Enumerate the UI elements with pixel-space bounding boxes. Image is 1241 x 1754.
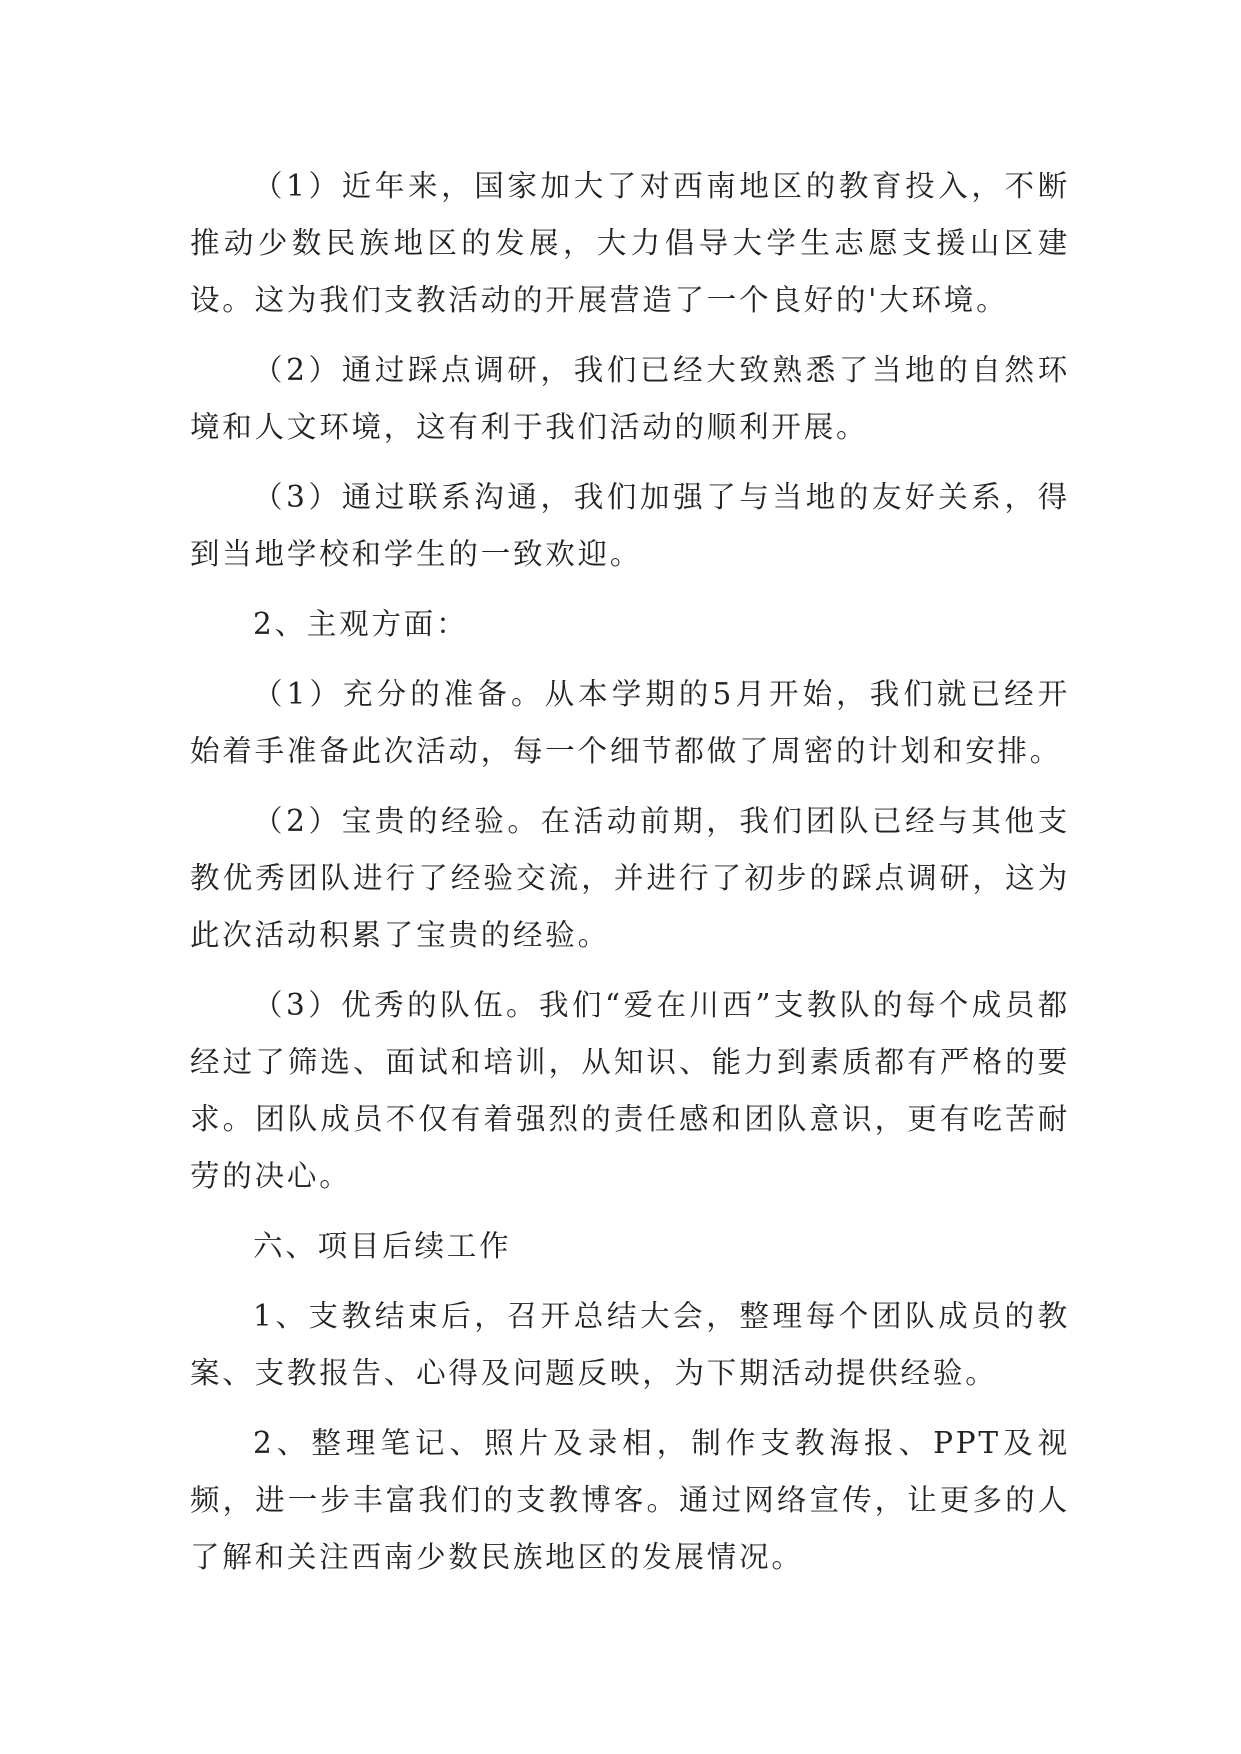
paragraph-policy-support: （1）近年来，国家加大了对西南地区的教育投入，不断推动少数民族地区的发展，大力倡导大学生志愿支援山区建设。这为我们支教活动的开展营造了一个良好的'大环境。: [190, 169, 1070, 317]
paragraph-local-relations: （3）通过联系沟通，我们加强了与当地的友好关系，得到当地学校和学生的一致欢迎。: [190, 480, 1070, 571]
paragraph-field-research: （2）通过踩点调研，我们已经大致熟悉了当地的自然环境和人文环境，这有利于我们活动的顺利开展。: [190, 353, 1070, 444]
section-heading-follow-up: 六、项目后续工作: [253, 1229, 512, 1263]
paragraph-summary-meeting: 1、支教结束后，召开总结大会，整理每个团队成员的教案、支教报告、心得及问题反映，为下期活动提供经验。: [190, 1299, 1070, 1390]
document-body: [190, 158, 1070, 1599]
paragraph-team: （3）优秀的队伍。我们“爱在川西”支教队的每个成员都经过了筛选、面试和培训，从知识、能力到素质都有严格的要求。团队成员不仅有着强烈的责任感和团队意识，更有吃苦耐劳的决心。: [190, 988, 1070, 1193]
section-heading-subjective: 2、主观方面：: [253, 607, 469, 641]
paragraph-preparation: （1）充分的准备。从本学期的5月开始，我们就已经开始着手准备此次活动，每一个细节都做了周密的计划和安排。: [190, 677, 1070, 768]
paragraph-experience: （2）宝贵的经验。在活动前期，我们团队已经与其他支教优秀团队进行了经验交流，并进行了初步的踩点调研，这为此次活动积累了宝贵的经验。: [190, 804, 1070, 952]
paragraph-publicity: 2、整理笔记、照片及录相，制作支教海报、PPT及视频，进一步丰富我们的支教博客。通过网络宣传，让更多的人了解和关注西南少数民族地区的发展情况。: [190, 1426, 1070, 1574]
